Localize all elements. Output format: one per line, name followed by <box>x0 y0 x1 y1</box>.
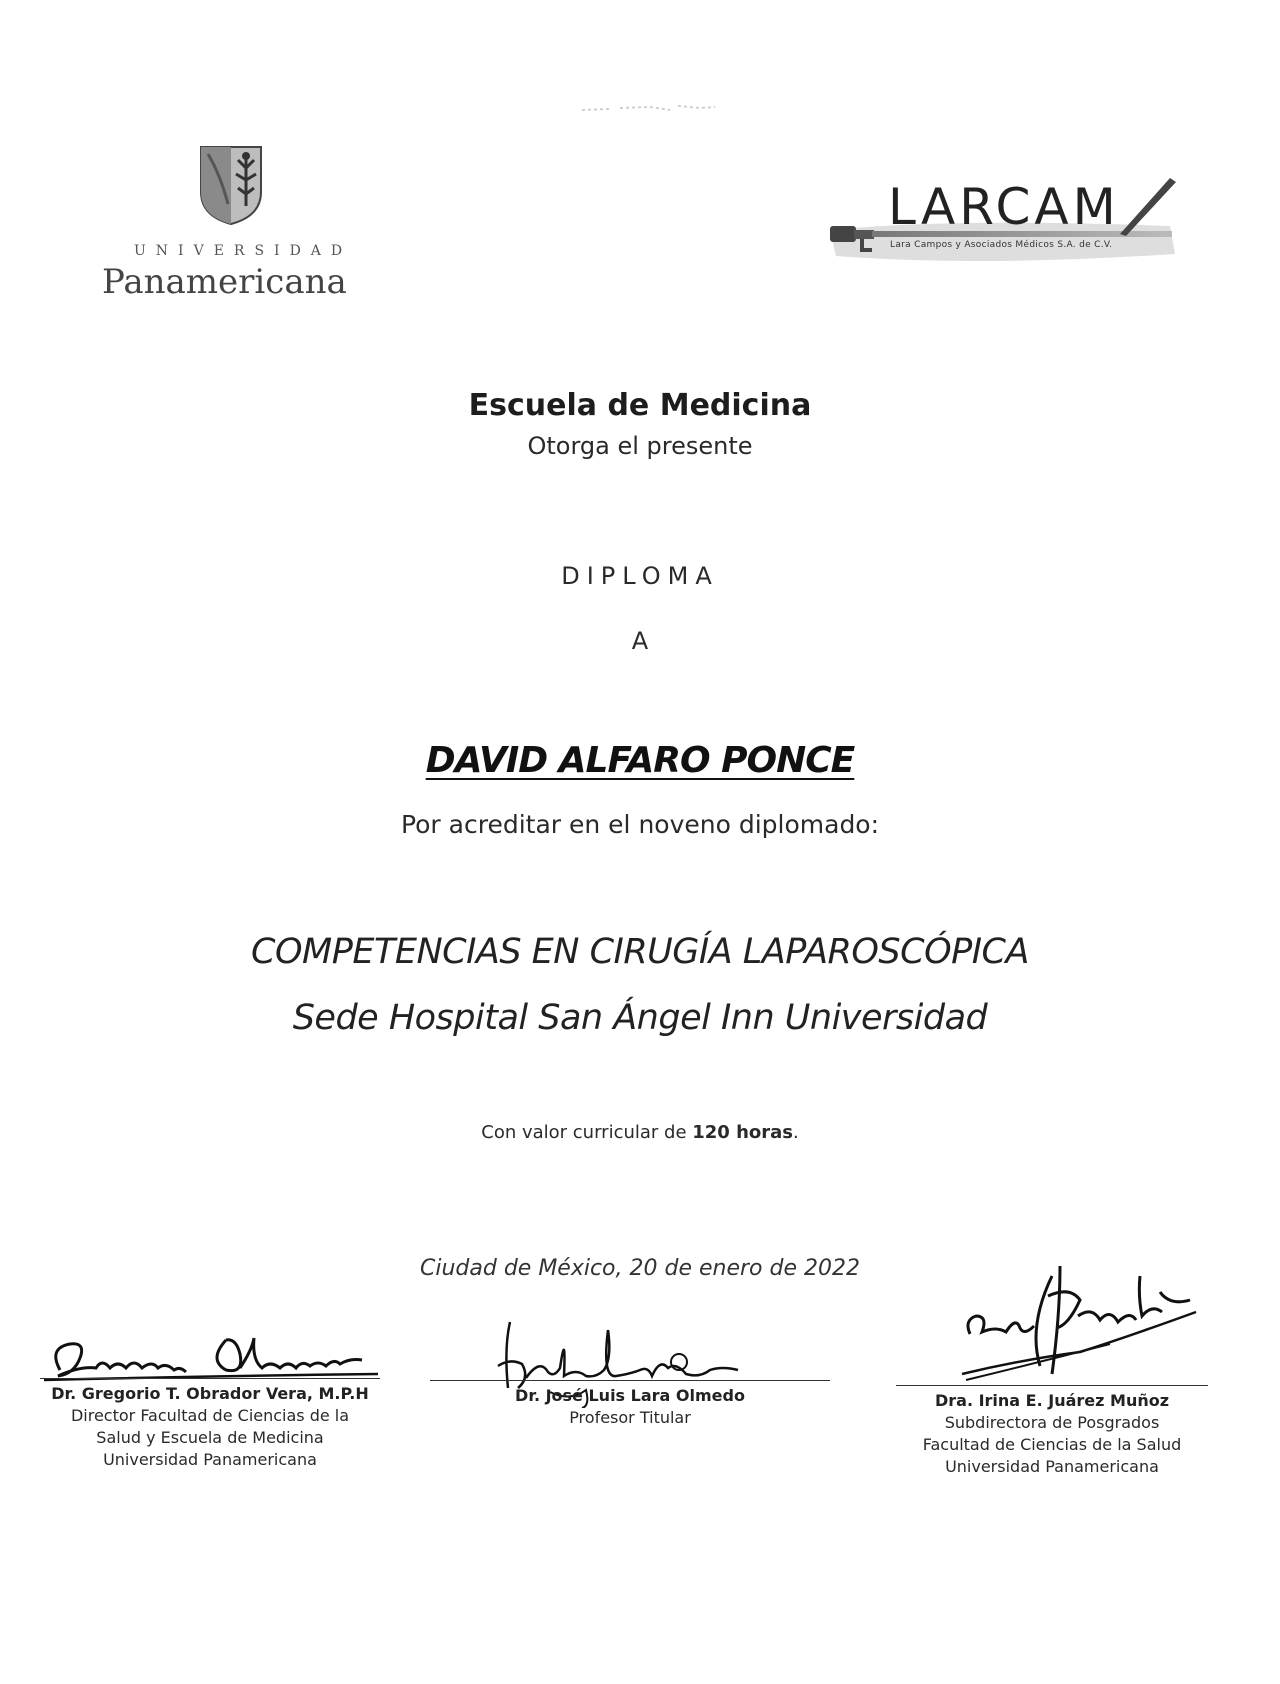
recipient-prefix: A <box>631 627 649 655</box>
recipient-name-text: DAVID ALFARO PONCE <box>425 740 855 781</box>
signature-line <box>896 1385 1208 1386</box>
hours-prefix: Con valor curricular de <box>481 1122 693 1143</box>
signatory-title: Director Facultad de Ciencias de la <box>70 1406 350 1425</box>
city-date: Ciudad de México, 20 de enero de 2022 <box>420 1256 860 1281</box>
university-name: Panamericana <box>102 262 347 302</box>
signatory-title: Profesor Titular <box>569 1408 691 1427</box>
signature-line <box>40 1378 380 1379</box>
signatory-title: Facultad de Ciencias de la Salud <box>922 1435 1182 1454</box>
signature-line <box>430 1380 830 1381</box>
signatory-name: Dra. Irina E. Juárez Muñoz <box>934 1391 1170 1410</box>
signature-block-director <box>40 1378 380 1471</box>
signatory-institution: Universidad Panamericana <box>945 1457 1159 1476</box>
signature-block-professor <box>430 1380 830 1429</box>
scan-artifact <box>580 100 720 118</box>
university-crest-icon <box>198 144 264 226</box>
course-venue: Sede Hospital San Ángel Inn Universidad <box>292 998 988 1038</box>
diploma-title: DIPLOMA <box>561 562 719 590</box>
signatory-name: Dr. José Luis Lara Olmedo <box>515 1386 745 1405</box>
award-reason: Por acreditar en el noveno diplomado: <box>400 810 880 839</box>
university-label: UNIVERSIDAD <box>134 243 353 259</box>
signatory-institution: Universidad Panamericana <box>103 1450 317 1469</box>
larcam-tagline: Lara Campos y Asociados Médicos S.A. de C.V. <box>890 240 1113 250</box>
grants-text: Otorga el presente <box>527 432 753 460</box>
signatory-title: Subdirectora de Posgrados <box>944 1413 1160 1432</box>
hours-suffix: . <box>793 1122 799 1143</box>
course-title: COMPETENCIAS EN CIRUGÍA LAPAROSCÓPICA <box>251 932 1029 972</box>
signature-block-subdirector <box>896 1385 1208 1478</box>
universidad-panamericana-logo <box>100 140 370 300</box>
signature-juarez <box>960 1256 1200 1386</box>
larcam-logo <box>830 172 1190 292</box>
hours-value: 120 horas <box>692 1122 794 1143</box>
recipient-name <box>0 740 1280 781</box>
larcam-wordmark: LARCAM <box>888 178 1120 236</box>
school-name: Escuela de Medicina <box>468 388 812 423</box>
signatory-title: Salud y Escuela de Medicina <box>96 1428 324 1447</box>
signatory-name: Dr. Gregorio T. Obrador Vera, M.P.H <box>51 1384 369 1403</box>
curricular-hours <box>0 1122 1280 1143</box>
